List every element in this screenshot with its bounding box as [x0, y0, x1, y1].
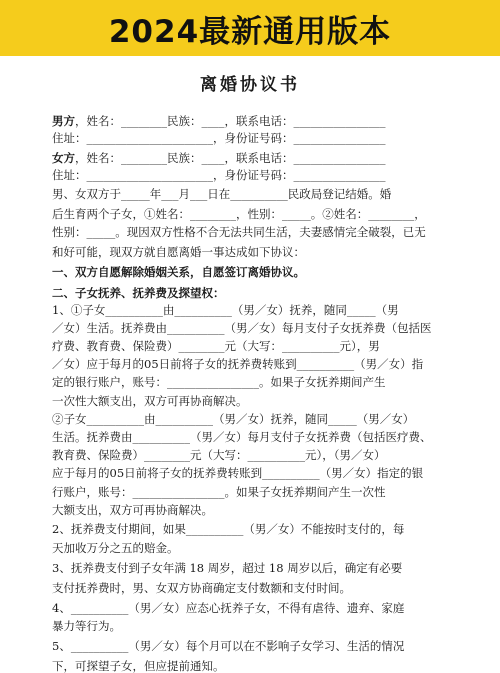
- line-segment: ，姓名：________民族：____，联系电话：________________: [75, 151, 386, 165]
- document-line: 住址：______________________，身份证号码：________________: [52, 131, 386, 145]
- document-title: 离婚协议书: [200, 75, 300, 95]
- document-line: 和好可能，现双方就自愿离婚一事达成如下协议：: [52, 245, 305, 259]
- document-line: 大额支出，双方可再协商解决。: [52, 503, 213, 517]
- document-line: 4、__________（男／女）应态心抚养子女，不得有虐待、遗弃、家庭: [52, 601, 405, 615]
- banner-title: 2024最新通用版本: [108, 13, 392, 50]
- document-line: 一次性大额支出，双方可再协商解决。: [52, 394, 248, 408]
- line-segment: ，姓名：________民族：____，联系电话：________________: [75, 114, 386, 128]
- document-line: 5、__________（男／女）每个月可以在不影响子女学习、生活的情况: [52, 639, 405, 653]
- document-line: ／女）生活。抚养费由__________（男／女）每月支付子女抚养费（包括医: [52, 321, 432, 335]
- document-line: 性别：_____。现因双方性格不合无法共同生活，夫妻感情完全破裂，已无: [52, 225, 426, 239]
- document-line: 一、双方自愿解除婚姻关系，自愿签订离婚协议。: [52, 265, 305, 279]
- document-line: 教育费、保险费）________元（大写：__________元），（男／女）: [52, 448, 386, 462]
- document-line: 天加收万分之五的赔金。: [52, 541, 179, 555]
- document-line: 行账户，账号：________________。如果子女抚养期间产生一次性: [52, 485, 386, 499]
- document-line: 1、①子女__________由__________（男／女）抚养，随同_____（男: [52, 303, 399, 317]
- document-line: 下，可探望子女，但应提前通知。: [52, 659, 225, 673]
- document-line: 疗费、教育费、保险费）________元（大写：__________元），男: [52, 339, 380, 353]
- party-label: 女方: [52, 151, 75, 165]
- document-line: 2、抚养费支付期间，如果__________（男／女）不能按时支付的，每: [52, 522, 405, 536]
- document-line: [52, 151, 386, 165]
- agreement-document: [0, 56, 500, 673]
- document-line: ②子女__________由__________（男／女）抚养，随同_____（男／女）: [52, 412, 415, 426]
- document-line: [52, 114, 386, 128]
- document-line: 生活。抚养费由__________（男／女）每月支付子女抚养费（包括医疗费、: [52, 430, 432, 444]
- document-line: 住址：______________________，身份证号码：________________: [52, 168, 386, 182]
- document-line: 二、子女抚养、抚养费及探望权：: [52, 286, 225, 300]
- document-line: 后生育两个子女，①姓名：________，性别：_____。②姓名：________，: [52, 207, 426, 221]
- document-line: 应于每月的05日前将子女的抚养费转账到__________（男／女）指定的银: [52, 466, 424, 480]
- document-line: 3、抚养费支付到子女年满 18 周岁，超过 18 周岁以后，确定有必要: [52, 561, 403, 575]
- document-line: 男、女双方于_____年___月___日在__________民政局登记结婚。婚: [52, 187, 392, 201]
- document-line: ／女）应于每月的05日前将子女的抚养费转账到__________（男／女）指: [52, 357, 424, 371]
- document-line: 定的银行账户，账号：________________。如果子女抚养期间产生: [52, 375, 386, 389]
- party-label: 男方: [52, 114, 75, 128]
- header-banner: [0, 0, 500, 56]
- document-line: 暴力等行为。: [52, 619, 121, 633]
- document-line: 支付抚养费时，男、女双方协商确定支付数额和支付时间。: [52, 581, 351, 595]
